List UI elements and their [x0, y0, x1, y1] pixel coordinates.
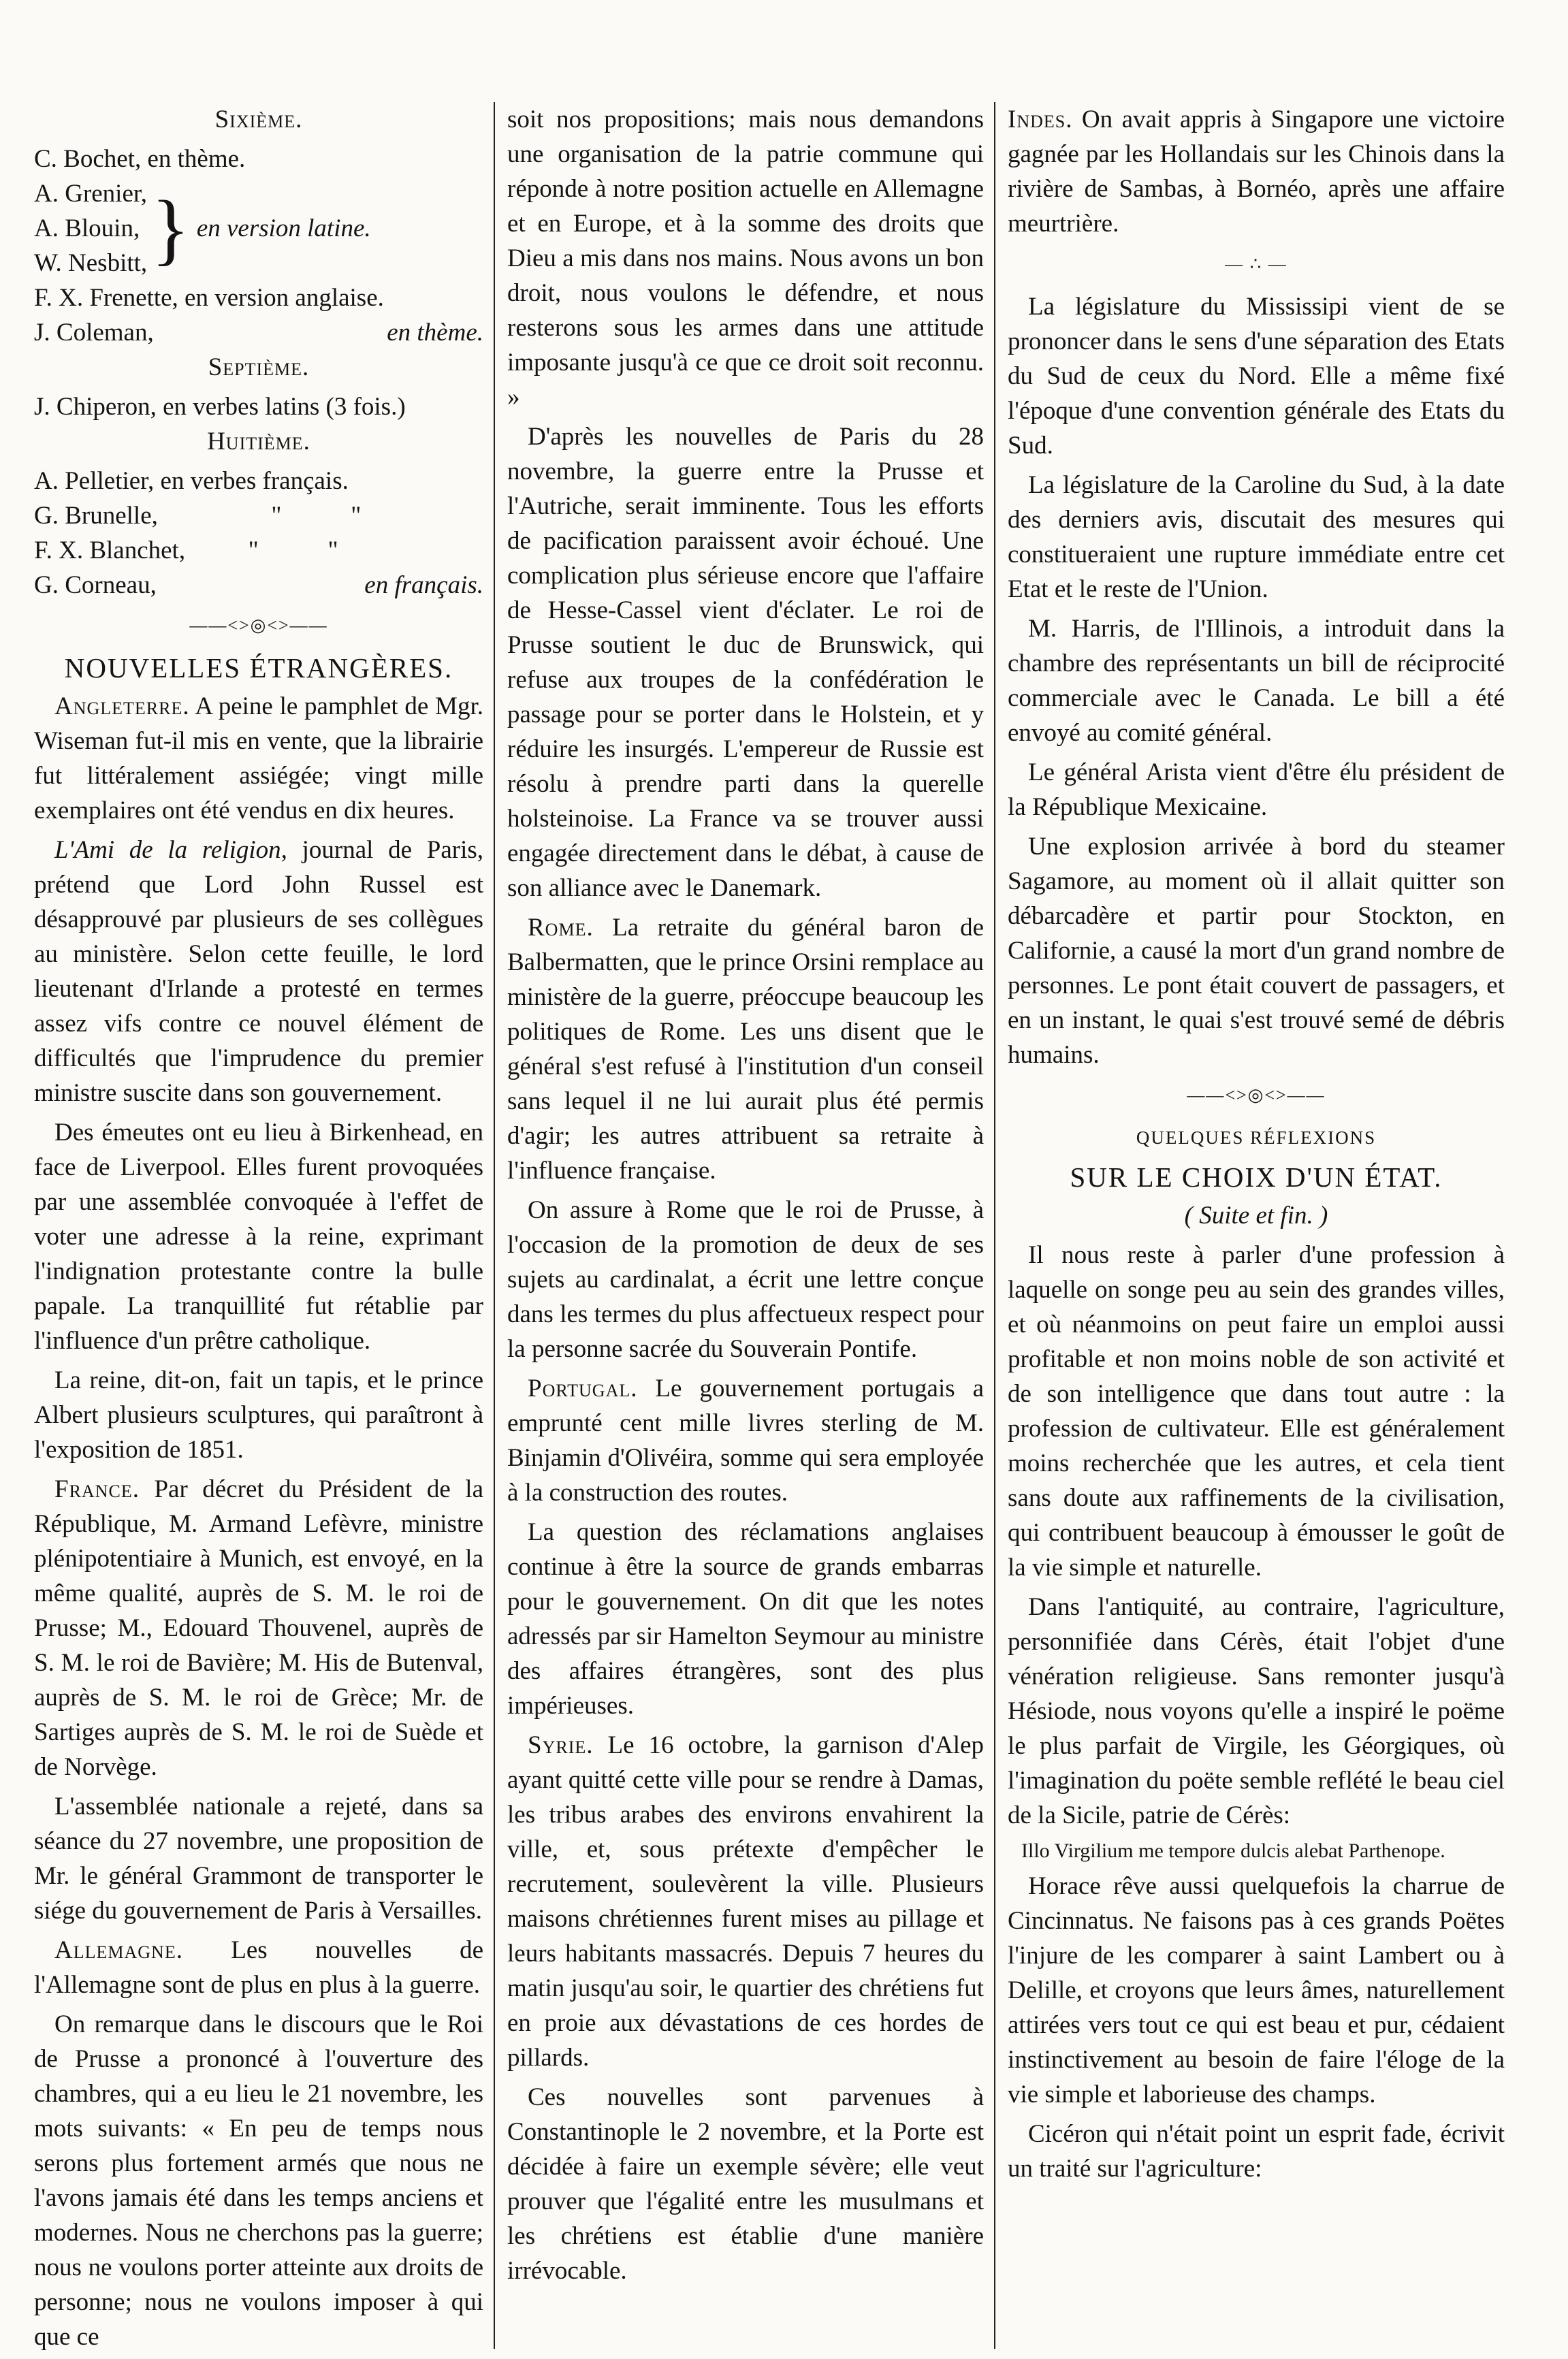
article-paragraph: Portugal. Le gouvernement portugais a emprunté cent mille livres sterling de M. Binjamin d'Olivéira, somme qui sera employée à la construction des routes. — [507, 1375, 985, 1507]
article-paragraph: Indes. On avait appris à Singapore une victoire gagnée par les Hollandais sur les Chinois dans la rivière de Sambas, à Bornéo, après une affaire meurtrière. — [1008, 106, 1505, 238]
ornament-divider: ——<>◎<>—— — [1187, 1085, 1326, 1105]
list-item: F. X. Blanchet, " " — [34, 536, 338, 564]
article-paragraph: Angleterre. A peine le pamphlet de Mgr. Wiseman fut-il mis en vente, que la librairie fut littéralement assiégée; vingt mille exemplaires ont été vendus en dix heures. — [34, 692, 483, 824]
column-right — [1008, 102, 1505, 2191]
entry-name: G. Corneau, — [34, 571, 157, 599]
article-paragraph: Il nous reste à parler d'une profession à laquelle on songe peu au sein des grandes villes, et où néanmoins on peut faire un emploi aussi profitable et non moins noble de son activité et de son intelligence que dans tout autre : la profession de cultivateur. Elle est généralement moins recherchée que les autres, et cela tient sans doute aux raffinements de la civilisation, qui contribuent beaucoup à émousser le goût de la vie simple et naturelle. — [1008, 1241, 1505, 1582]
entry-desc: en français. — [364, 571, 483, 599]
article-paragraph: Syrie. Le 16 octobre, la garnison d'Alep ayant quitté cette ville pour se rendre à Damas, les tribus arabes des environs envahirent la ville, et, sous prétexte d'empêcher le recrutement, soulevèrent la ville. Plusieurs maisons chrétiennes furent mises au pillage et leurs habitants massacrés. Depuis 7 heures du matin jusqu'au soir, le quartier des chrétiens fut en proie aux dévastations de ces hordes de pillards. — [507, 1731, 985, 2072]
article-paragraph: Rome. La retraite du général baron de Balbermatten, que le prince Orsini remplace au ministère de la guerre, préoccupe beaucoup les politiques de Rome. Les uns disent que le général s'est refusé à l'institution d'un conseil sans lequel il ne lui aurait plus été permis d'agir; les autres attribuent sa retraite à l'influence française. — [507, 914, 985, 1185]
entry-name: J. Coleman, — [34, 319, 154, 347]
article-paragraph: La reine, dit-on, fait un tapis, et le prince Albert plusieurs sculptures, qui paraîtront à l'exposition de 1851. — [34, 1366, 483, 1464]
heading-sixieme: Sixième. — [214, 106, 303, 133]
article-paragraph: L'assemblée nationale a rejeté, dans sa séance du 27 novembre, une proposition de Mr. le général Grammont de transporter le siége du gouvernement de Paris à Versailles. — [34, 1793, 483, 1925]
section-title: NOUVELLES ÉTRANGÈRES. — [64, 652, 453, 684]
article-paragraph: Le général Arista vient d'être élu président de la République Mexicaine. — [1008, 758, 1505, 821]
list-item: A. Grenier, — [34, 180, 147, 208]
column-rule-right — [994, 102, 995, 2349]
section-subtitle: QUELQUES RÉFLEXIONS — [1136, 1127, 1377, 1148]
list-item — [34, 315, 483, 350]
list-item: A. Pelletier, en verbes français. — [34, 467, 349, 495]
article-paragraph: M. Harris, de l'Illinois, a introduit dans la chambre des représentants un bill de réciprocité commerciale avec le Canada. Le bill a été envoyé au comité général. — [1008, 615, 1505, 747]
list-item: G. Brunelle, " " — [34, 502, 362, 530]
brace-group — [34, 176, 483, 280]
list-item: F. X. Frenette, en version anglaise. — [34, 284, 384, 312]
article-paragraph: La question des réclamations anglaises continue à être la source de grands embarras pour le gouvernement. On dit que les notes adressés par sir Hamelton Seymour au ministre des affaires étrangères, sont des plus impérieuses. — [507, 1518, 984, 1720]
latin-quote: Illo Virgilium me tempore dulcis alebat Parthenope. — [1021, 1840, 1445, 1862]
heading-huitieme: Huitième. — [207, 428, 310, 455]
article-paragraph: La législature de la Caroline du Sud, à la date des derniers avis, discutait des mesures qui constitueraient une rupture immédiate entre cet Etat et le reste de l'Union. — [1008, 471, 1505, 603]
entry-desc: en thème. — [387, 319, 483, 347]
article-paragraph: D'après les nouvelles de Paris du 28 novembre, la guerre entre la Prusse et l'Autriche, serait imminente. Tous les efforts de pacification paraissent avoir échoué. Une complication plus sérieuse encore que l'affaire de Hesse-Cassel vient d'éclater. Le roi de Prusse soutient le duc de Brunswick, qui refuse aux troupes de la confédération le passage pour se porter dans le Holstein, et y réduire les insurgés. L'empereur de Russie est résolu à prendre parti dans la querelle holsteinoise. La France va se trouver aussi engagée directement dans le débat, à cause de son alliance avec le Danemark. — [507, 423, 984, 902]
article-paragraph: On assure à Rome que le roi de Prusse, à l'occasion de la promotion de deux de ses sujets au cardinalat, a écrit une lettre conçue dans les termes du plus affectueux respect pour la personne sacrée du Souverain Pontife. — [507, 1196, 984, 1363]
list-item: J. Chiperon, en verbes latins (3 fois.) — [34, 393, 406, 421]
article-paragraph: France. Par décret du Président de la République, M. Armand Lefèvre, ministre plénipotentiaire à Munich, est envoyé, en la même qualité, auprès de S. M. le roi de Prusse; M., Edouard Thouvenel, auprès de S. M. le roi de Bavière; M. His de Butenval, auprès de S. M. le roi de Grèce; Mr. de Sartiges auprès de S. M. le roi de Suède et de Norvège. — [34, 1475, 483, 1781]
section-title: SUR LE CHOIX D'UN ÉTAT. — [1070, 1161, 1443, 1193]
column-middle — [507, 102, 984, 2293]
article-paragraph: Des émeutes ont eu lieu à Birkenhead, en face de Liverpool. Elles furent provoquées par une assemblée convoquée à l'effet de voter une adresse à la reine, exprimant l'indignation protestante contre la bulle papale. La tranquillité fut rétablie par l'influence d'un prêtre catholique. — [34, 1119, 483, 1355]
article-paragraph: On remarque dans le discours que le Roi de Prusse a prononcé à l'ouverture des chambres, qui a eu lieu le 21 novembre, les mots suivants: « En peu de temps nous serons plus fortement armés que nous ne l'avons jamais été dans les temps anciens et modernes. Nous ne cherchons pas la guerre; nous ne voulons porter atteinte aux droits de personne; nous ne voulons imposer à qui que ce — [34, 2010, 483, 2351]
ornament-divider: ——<>◎<>—— — [189, 615, 328, 635]
article-paragraph: Cicéron qui n'était point un esprit fade, écrivit un traité sur l'agriculture: — [1008, 2120, 1505, 2183]
article-paragraph: L'Ami de la religion, journal de Paris, prétend que Lord John Russel est désapprouvé par plusieurs de ses collègues au ministère. Selon cette feuille, le lord lieutenant d'Irlande a protesté en termes assez vifs contre ce nouvel élément de difficultés que l'imprudence du premier ministre suscite dans son gouvernement. — [34, 836, 483, 1107]
column-rule-left — [494, 102, 495, 2349]
article-paragraph: Dans l'antiquité, au contraire, l'agriculture, personnifiée dans Cérès, était l'objet d'une vénération religieuse. Sans remonter jusqu'à Hésiode, nous voyons qu'elle a inspiré le poëme le plus parfait de Virgile, les Géorgiques, où l'imagination du poëte semble reflété le beau ciel de la Sicile, patrie de Cérès: — [1008, 1593, 1505, 1829]
article-paragraph: Une explosion arrivée à bord du steamer Sagamore, au moment où il allait quitter son débarcadère et partir pour Stockton, en Californie, a causé la mort d'un grand nombre de personnes. Le pont était couvert de passagers, et en un instant, le quai s'est trouvé semé de débris humains. — [1008, 833, 1505, 1069]
brace-icon: } — [151, 183, 190, 273]
section-note: ( Suite et fin. ) — [1184, 1202, 1328, 1230]
list-item — [34, 568, 483, 603]
list-item: C. Bochet, en thème. — [34, 145, 246, 173]
article-paragraph: soit nos propositions; mais nous demandons une organisation de la patrie commune qui réponde à notre position actuelle en Allemagne et en Europe, et à la somme des droits que Dieu a mis dans nos mains. Nous avons un bon droit, nous voulons le défendre, et nous resterons sous les armes dans une attitude imposante jusqu'à ce que ce droit soit reconnu. » — [507, 106, 984, 411]
article-paragraph: Ces nouvelles sont parvenues à Constantinople le 2 novembre, et la Porte est décidée à faire un exemple sévère; elle veut prouver que l'égalité entre les musulmans et les chrétiens est établie d'une manière irrévocable. — [507, 2083, 984, 2285]
brace-description: en version latine. — [196, 214, 371, 242]
article-paragraph: Allemagne. Les nouvelles de l'Allemagne sont de plus en plus à la guerre. — [34, 1936, 483, 1999]
list-item: A. Blouin, — [34, 214, 140, 242]
brace-names — [34, 176, 147, 280]
article-paragraph: La législature du Mississipi vient de se prononcer dans le sens d'une séparation des Etats du Sud de ceux du Nord. Elle a même fixé l'époque d'une convention générale des Etats du Sud. — [1008, 293, 1505, 460]
article-paragraph: Horace rêve aussi quelquefois la charrue de Cincinnatus. Ne faisons pas à ces grands Poëtes l'injure de les comparer à saint Lambert ou à Delille, et croyons que leurs âmes, naturellement attirées vers tout ce qui est beau et pur, cédaient instinctivement au besoin de faire l'éloge de la vie simple et laborieuse des champs. — [1008, 1872, 1505, 2108]
list-item: W. Nesbitt, — [34, 249, 148, 277]
column-left — [34, 102, 483, 2359]
ornament-divider: — ∴ — — [1225, 254, 1287, 274]
heading-septieme: Septième. — [208, 353, 310, 381]
